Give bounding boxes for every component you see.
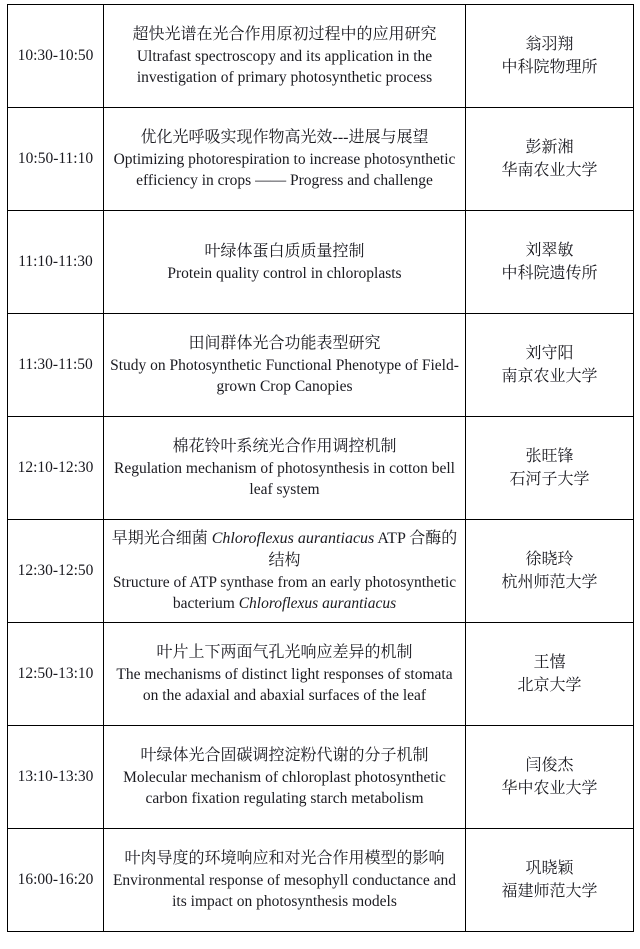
- speaker-cell: [466, 726, 634, 829]
- speaker-name: 徐晓玲: [525, 551, 574, 568]
- schedule-table: [7, 4, 634, 932]
- title-cell: [104, 108, 466, 211]
- speaker-name: 闫俊杰: [525, 757, 574, 774]
- speaker-name: 张旺锋: [525, 448, 574, 465]
- title-cell: [104, 314, 466, 417]
- time-cell: 11:30-11:50: [8, 314, 104, 417]
- speaker-cell: [466, 108, 634, 211]
- title-en: Molecular mechanism of chloroplast photosynthetic carbon fixation regulating starch metabolism: [123, 769, 446, 807]
- title-en: Ultrafast spectroscopy and its application in the investigation of primary photosynthetic process: [136, 48, 433, 86]
- speaker-affiliation: 华南农业大学: [501, 162, 598, 179]
- speaker-cell: [466, 211, 634, 314]
- speaker-cell: [466, 829, 634, 932]
- title-zh: 田间群体光合功能表型研究: [188, 335, 381, 352]
- table-row: [8, 623, 634, 726]
- title-cell: [104, 726, 466, 829]
- title-cell: [104, 5, 466, 108]
- speaker-cell: [466, 623, 634, 726]
- speaker-name: 刘翠敏: [525, 242, 574, 259]
- title-en: Protein quality control in chloroplasts: [167, 264, 402, 282]
- title-cell: [104, 829, 466, 932]
- title-cell: [104, 417, 466, 520]
- document-page: [7, 4, 634, 932]
- title-zh: 优化光呼吸实现作物高光效---进展与展望: [140, 129, 429, 146]
- title-en: Optimizing photorespiration to increase photosynthetic efficiency in crops —— Progress and challenge: [113, 151, 456, 189]
- speaker-cell: [466, 5, 634, 108]
- speaker-name: 彭新湘: [525, 139, 574, 156]
- title-zh: 叶片上下两面气孔光响应差异的机制: [156, 644, 413, 661]
- title-zh: 叶绿体光合固碳调控淀粉代谢的分子机制: [140, 747, 429, 764]
- speaker-affiliation: 石河子大学: [509, 471, 590, 488]
- time-cell: 12:10-12:30: [8, 417, 104, 520]
- title-zh: 叶肉导度的环境响应和对光合作用模型的影响: [124, 850, 445, 867]
- title-zh: 叶绿体蛋白质质量控制: [204, 242, 365, 260]
- speaker-affiliation: 中科院遗传所: [501, 265, 598, 282]
- time-cell: 12:30-12:50: [8, 520, 104, 623]
- time-cell: 10:30-10:50: [8, 5, 104, 108]
- speaker-cell: [466, 417, 634, 520]
- speaker-name: 巩晓颖: [525, 860, 574, 877]
- time-cell: 12:50-13:10: [8, 623, 104, 726]
- table-row: [8, 314, 634, 417]
- table-row: [8, 211, 634, 314]
- title-en: The mechanisms of distinct light responses of stomata on the adaxial and abaxial surfaces of the leaf: [116, 666, 453, 704]
- schedule-body: [8, 5, 634, 932]
- title-zh: 棉花铃叶系统光合作用调控机制: [172, 438, 397, 455]
- table-row: [8, 5, 634, 108]
- speaker-affiliation: 南京农业大学: [501, 368, 598, 385]
- speaker-cell: [466, 520, 634, 623]
- title-zh: 早期光合细菌 Chloroflexus aurantiacus ATP 合酶的结构: [111, 530, 458, 569]
- title-cell: [104, 211, 466, 314]
- speaker-name: 翁羽翔: [525, 36, 574, 53]
- title-en: Study on Photosynthetic Functional Phenotype of Field-grown Crop Canopies: [110, 357, 459, 395]
- table-row: [8, 829, 634, 932]
- title-cell: [104, 623, 466, 726]
- speaker-affiliation: 福建师范大学: [501, 883, 598, 900]
- time-cell: 10:50-11:10: [8, 108, 104, 211]
- speaker-name: 王憘: [533, 654, 566, 671]
- time-cell: 13:10-13:30: [8, 726, 104, 829]
- table-row: [8, 417, 634, 520]
- table-row: [8, 520, 634, 623]
- speaker-affiliation: 华中农业大学: [501, 780, 598, 797]
- title-en: Regulation mechanism of photosynthesis in cotton bell leaf system: [114, 460, 455, 498]
- title-cell: [104, 520, 466, 623]
- speaker-name: 刘守阳: [525, 345, 574, 362]
- table-row: [8, 108, 634, 211]
- table-row: [8, 726, 634, 829]
- title-en: Environmental response of mesophyll conductance and its impact on photosynthesis models: [112, 872, 457, 910]
- title-zh: 超快光谱在光合作用原初过程中的应用研究: [132, 26, 437, 43]
- speaker-affiliation: 杭州师范大学: [501, 574, 598, 591]
- speaker-affiliation: 中科院物理所: [501, 59, 598, 76]
- time-cell: 11:10-11:30: [8, 211, 104, 314]
- speaker-cell: [466, 314, 634, 417]
- title-en: Structure of ATP synthase from an early photosynthetic bacterium Chloroflexus aurantiacus: [112, 574, 457, 612]
- time-cell: 16:00-16:20: [8, 829, 104, 932]
- speaker-affiliation: 北京大学: [517, 677, 582, 694]
